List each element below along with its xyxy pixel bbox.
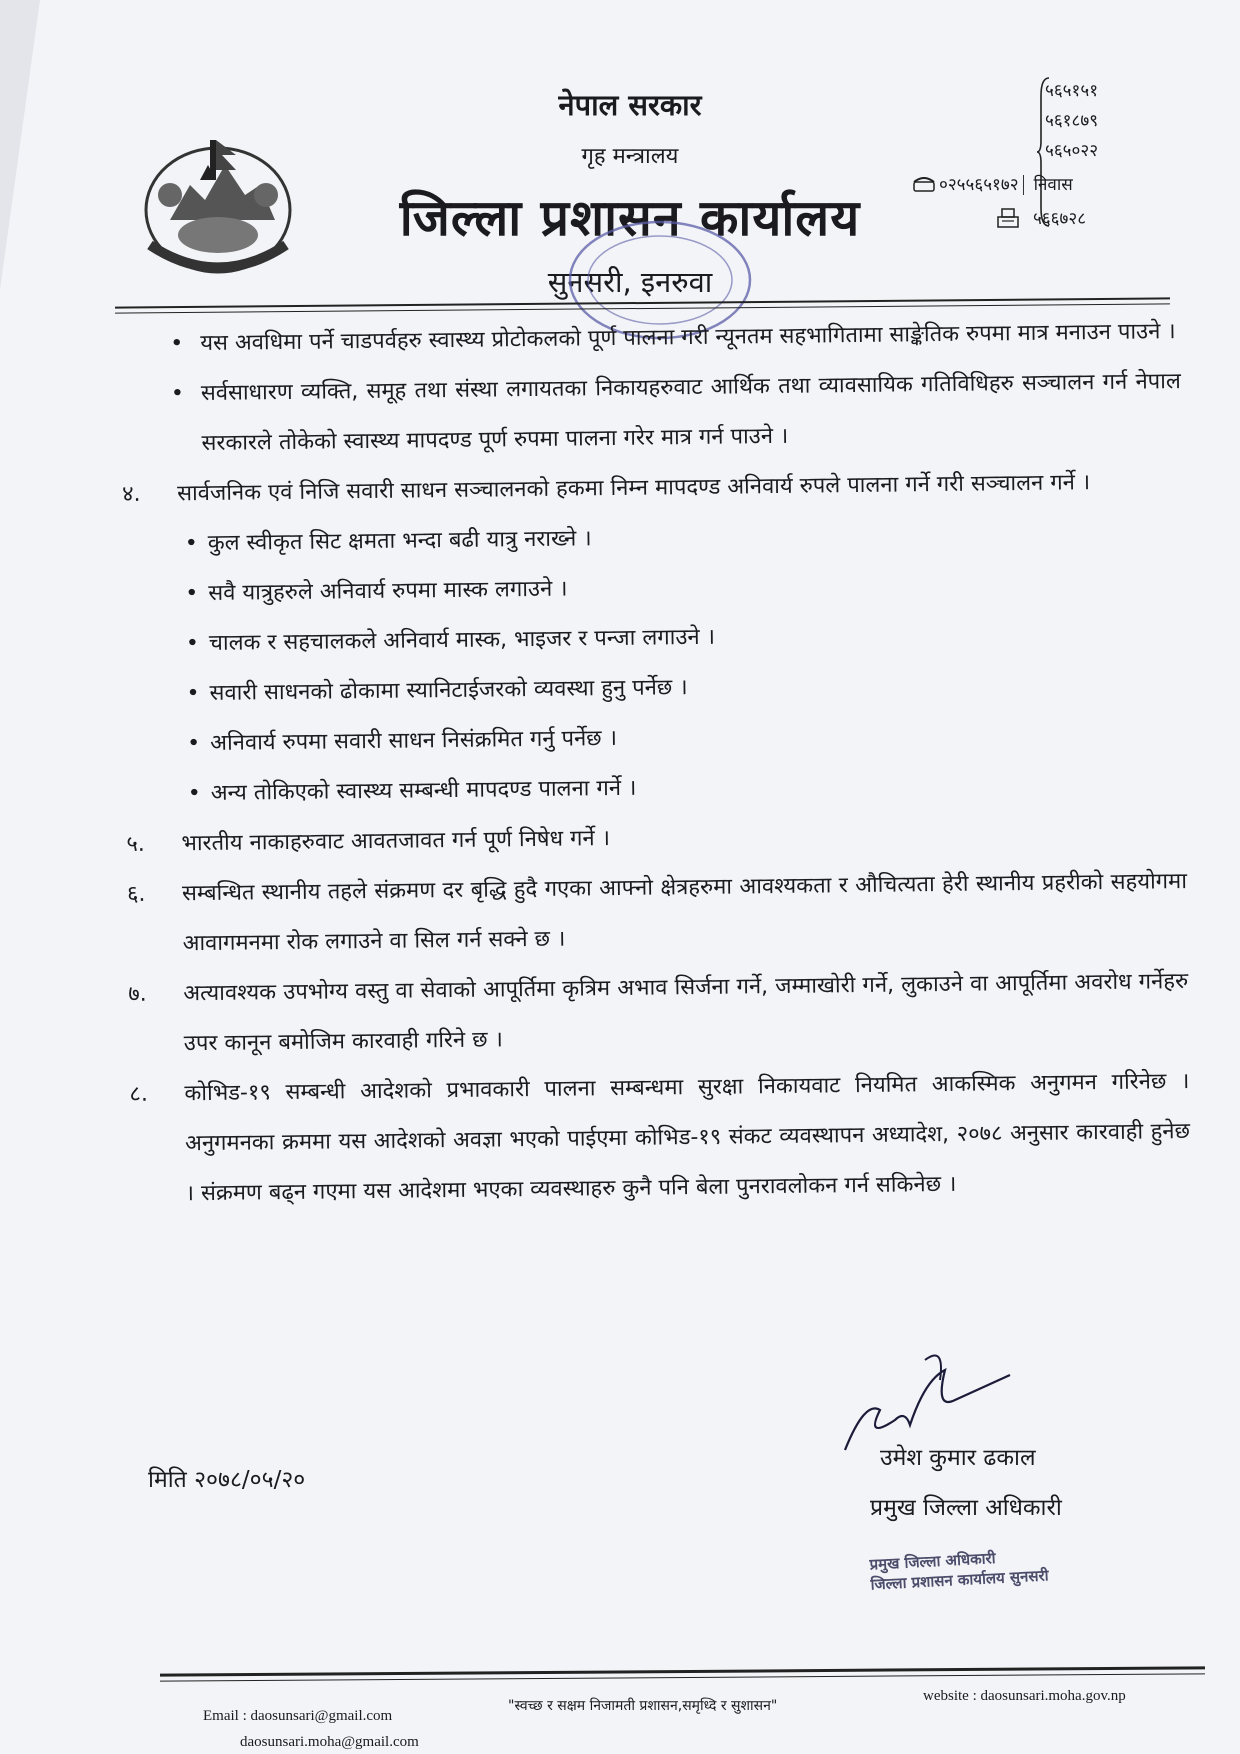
item-text: अत्यावश्यक उपभोग्य वस्तु वा सेवाको आपूर्तिमा कृत्रिम अभाव सिर्जना गर्ने, जम्माखोरी गर्ने, लुकाउने वा आपूर्तिमा अवरोध गर्नेहरु उपर कानून बमोजिम कारवाही गरिने छ । [183, 969, 1189, 1057]
signatory-title: प्रमुख जिल्ला अधिकारी [870, 1495, 1062, 1521]
list-item: • सर्वसाधारण व्यक्ति, समूह तथा संस्था लगायतका निकायहरुवाट आर्थिक तथा व्यावसायिक गतिविधिहरु सञ्चालन गर्न नेपाल सरकारले तोकेको स्वास्थ्य मापदण्ड पूर्ण रुपमा पालना गरेर मात्र गर्न पाउने । [121, 357, 1182, 470]
item-number: ६. [126, 881, 146, 907]
item-text: सार्वजनिक एवं निजि सवारी साधन सञ्चालनको हकमा निम्न मापदण्ड अनिवार्य रुपले पालना गर्ने गरी सञ्चालन गर्ने । [176, 470, 1091, 507]
phone-number-3: ५६५०२२ [1045, 141, 1099, 161]
sub-list-item: • अन्य तोकिएको स्वास्थ्य सम्बन्धी मापदण्ड पालना गर्ने । [125, 757, 1186, 820]
item-number: ७. [128, 981, 147, 1007]
office-motto: "स्वच्छ र सक्षम निजामती प्रशासन,समृध्दि र सुशासन" [508, 1698, 778, 1714]
item-text: कोभिड-१९ सम्बन्धी आदेशको प्रभावकारी पालना सम्बन्धमा सुरक्षा निकायवाट नियमित आकस्मिक अनुगमन गरिनेछ । अनुगमनका क्रममा यस आदेशको अवज्ञा भएको पाईएमा कोभिड-१९ संकट व्यवस्थापन अध्यादेश, २०७८ अनुसार कारवाही हुनेछ । संक्रमण बढ्न गएमा यस आदेशमा भएका व्यवस्थाहरु कुनै पनि बेला पुनरावलोकन गर्न सकिनेछ । [184, 1068, 1191, 1207]
sub-list-item: • चालक र सहचालकले अनिवार्य मास्क, भाइजर र पन्जा लगाउने । [124, 607, 1185, 670]
government-title: नेपाल सरकार [558, 88, 702, 122]
sub-list-item: • सवै यात्रुहरुले अनिवार्य रुपमा मास्क लगाउने । [123, 557, 1184, 620]
fax-machine-icon [997, 208, 1019, 228]
nepal-emblem-icon [130, 125, 305, 290]
email-primary[interactable]: Email : daosunsari@gmail.com [203, 1708, 393, 1724]
stamp-line: जिल्ला प्रशासन कार्यालय सुनसरी [870, 1566, 1049, 1594]
signatory-name: उमेश कुमार ढकाल [880, 1445, 1036, 1471]
numbered-item-6 [127, 857, 1188, 970]
numbered-item-8 [129, 1057, 1191, 1220]
fax-number: ५६६७२८ [1033, 209, 1087, 229]
telephone-icon [913, 177, 935, 192]
sub-list-item: • सवारी साधनको ढोकामा स्यानिटाईजरको व्यवस्था हुनु पर्नेछ । [124, 657, 1185, 720]
item-number: ८. [129, 1081, 149, 1107]
order-body [120, 307, 1191, 1220]
paper-corner-fold [0, 0, 40, 290]
website-link[interactable]: website : daosunsari.moha.gov.np [923, 1688, 1126, 1704]
numbered-item-7 [128, 957, 1189, 1070]
sub-list-item: • अनिवार्य रुपमा सवारी साधन निसंक्रमित गर्नु पर्नेछ । [125, 707, 1186, 770]
official-stamp [869, 1545, 1049, 1594]
ministry-title: गृह मन्त्रालय [581, 144, 679, 169]
email-secondary[interactable]: daosunsari.moha@gmail.com [240, 1734, 419, 1750]
fax-row [997, 206, 1086, 229]
sub-list-item: • कुल स्वीकृत सिट क्षमता भन्दा बढी यात्रु नराख्ने । [122, 507, 1183, 570]
item-number: ५. [126, 831, 145, 857]
item-text: भारतीय नाकाहरुवाट आवतजावत गर्न पूर्ण निषेध गर्ने । [181, 826, 611, 857]
residence-phone-number: ०२५५६५१७२ [939, 175, 1024, 195]
issue-date: मिति २०७८/०५/२० [148, 1467, 306, 1493]
residence-label: निवास [1033, 175, 1073, 195]
district-title: सुनसरी, इनरुवा [547, 265, 713, 299]
phone-number-1: ५६५१५१ [1045, 81, 1099, 101]
contact-block [905, 72, 1135, 242]
list-item: • यस अवधिमा पर्ने चाडपर्वहरु स्वास्थ्य प्रोटोकलको पूर्ण पालना गरी न्यूनतम सहभागितामा साङ्केतिक रुपमा मात्र मनाउन पाउने । [120, 307, 1181, 370]
stamp-line: प्रमुख जिल्ला अधिकारी [869, 1549, 996, 1574]
phone-number-2: ५६१८७९ [1045, 111, 1099, 131]
office-title: जिल्ला प्रशासन कार्यालय [399, 189, 861, 247]
item-number: ४. [121, 481, 141, 507]
residence-phone-row [913, 172, 1073, 195]
item-text: सम्बन्धित स्थानीय तहले संक्रमण दर बृद्धि हुदै गएका आफ्नो क्षेत्रहरुमा आवश्यकता र औचित्यता हेरी स्थानीय प्रहरीको सहयोगमा आवागमनमा रोक लगाउने वा सिल गर्न सक्ने छ । [181, 869, 1188, 957]
